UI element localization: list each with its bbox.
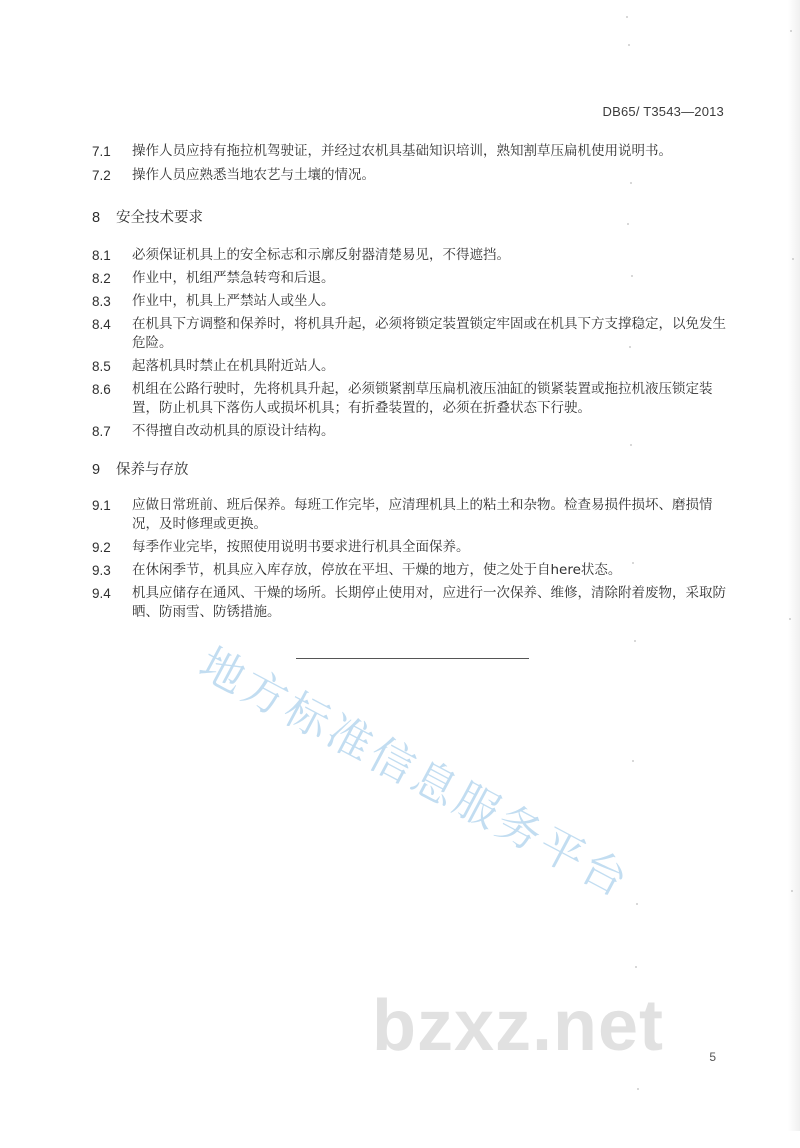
clause-number: 8.4 — [92, 317, 111, 332]
scan-noise-dot — [632, 562, 634, 564]
clause-9-4 — [92, 584, 728, 622]
clause-text: 不得擅自改动机具的原设计结构。 — [132, 423, 335, 439]
clause-7-1 — [92, 142, 728, 161]
clause-number: 8.6 — [92, 382, 111, 397]
section-heading: 安全技术要求 — [116, 210, 203, 226]
scan-noise-dot — [789, 618, 791, 620]
clause-number: 9.4 — [92, 586, 111, 601]
scan-noise-dot — [792, 258, 794, 260]
clause-text: 操作人员应熟悉当地农艺与土壤的情况。 — [132, 167, 375, 183]
section-7-block — [92, 142, 728, 185]
scan-noise-dot — [634, 640, 636, 642]
clause-text: 每季作业完毕，按照使用说明书要求进行机具全面保养。 — [132, 539, 470, 555]
scan-noise-dot — [631, 275, 633, 277]
clause-number: 7.2 — [92, 168, 111, 183]
clause-number: 8.1 — [92, 248, 111, 263]
clause-text: 机具应储存在通风、干燥的场所。长期停止使用对，应进行一次保养、维修，清除附着废物，采取防晒、防雨雪、防锈措施。 — [132, 585, 726, 620]
watermark-site-text: bzxz.net — [372, 986, 665, 1066]
section-number: 8 — [92, 210, 101, 226]
clause-8-2 — [92, 269, 728, 288]
scan-noise-dot — [632, 760, 634, 762]
scan-noise-dot — [630, 444, 632, 446]
clause-number: 8.3 — [92, 294, 111, 309]
end-divider-line — [296, 658, 529, 659]
scan-noise-dot — [629, 346, 631, 348]
clause-8-5 — [92, 357, 728, 376]
clause-8-7 — [92, 422, 728, 441]
clause-text: 机组在公路行驶时，先将机具升起，必须锁紧割草压扁机液压油缸的锁紧装置或拖拉机液压锁定装置，防止机具下落伤人或损坏机具；有折叠装置的，必须在折叠状态下行驶。 — [132, 381, 713, 416]
page-number: 5 — [709, 1050, 716, 1064]
clause-8-1 — [92, 246, 728, 265]
scan-noise-dot — [791, 890, 793, 892]
clause-text: 作业中，机具上严禁站人或坐人。 — [132, 293, 335, 309]
section-8-title — [92, 206, 203, 227]
section-9-block — [92, 496, 728, 622]
clause-number: 7.1 — [92, 144, 111, 159]
scan-noise-dot — [628, 44, 630, 46]
section-number: 9 — [92, 462, 101, 478]
scan-noise-dot — [626, 16, 628, 18]
scan-noise-dot — [630, 182, 632, 184]
section-9-title — [92, 458, 189, 479]
standard-code-header: DB65/ T3543—2013 — [602, 104, 724, 119]
scan-edge-shadow — [788, 0, 800, 1131]
clause-text: 必须保证机具上的安全标志和示廓反射器清楚易见，不得遮挡。 — [132, 247, 510, 263]
clause-number: 8.2 — [92, 271, 111, 286]
clause-number: 8.7 — [92, 424, 111, 439]
clause-text: 在机具下方调整和保养时，将机具升起，必须将锁定装置锁定牢固或在机具下方支撑稳定，以免发生危险。 — [132, 316, 726, 351]
clause-number: 8.5 — [92, 359, 111, 374]
clause-9-2 — [92, 538, 728, 557]
clause-text: 作业中，机组严禁急转弯和后退。 — [132, 270, 335, 286]
clause-number: 9.2 — [92, 540, 111, 555]
scan-noise-dot — [637, 1088, 639, 1090]
clause-8-3 — [92, 292, 728, 311]
scan-noise-dot — [635, 966, 637, 968]
clause-7-2 — [92, 166, 728, 185]
clause-9-1 — [92, 496, 728, 534]
scan-noise-dot — [627, 223, 629, 225]
clause-text: 在休闲季节，机具应入库存放，停放在平坦、干燥的地方，使之处于自here状态。 — [132, 562, 622, 578]
section-heading: 保养与存放 — [116, 462, 189, 478]
clause-number: 9.3 — [92, 563, 111, 578]
scan-noise-dot — [636, 903, 638, 905]
watermark-chinese-text: 地方标准信息服务平台 — [190, 638, 639, 909]
clause-8-4 — [92, 315, 728, 353]
clause-text: 应做日常班前、班后保养。每班工作完毕，应清理机具上的粘土和杂物。检查易损件损坏、磨损情况，及时修理或更换。 — [132, 497, 713, 532]
scan-noise-dot — [790, 30, 792, 32]
clause-8-6 — [92, 380, 728, 418]
clause-text: 起落机具时禁止在机具附近站人。 — [132, 358, 335, 374]
clause-number: 9.1 — [92, 498, 111, 513]
clause-text: 操作人员应持有拖拉机驾驶证，并经过农机具基础知识培训，熟知割草压扁机使用说明书。 — [132, 143, 672, 159]
